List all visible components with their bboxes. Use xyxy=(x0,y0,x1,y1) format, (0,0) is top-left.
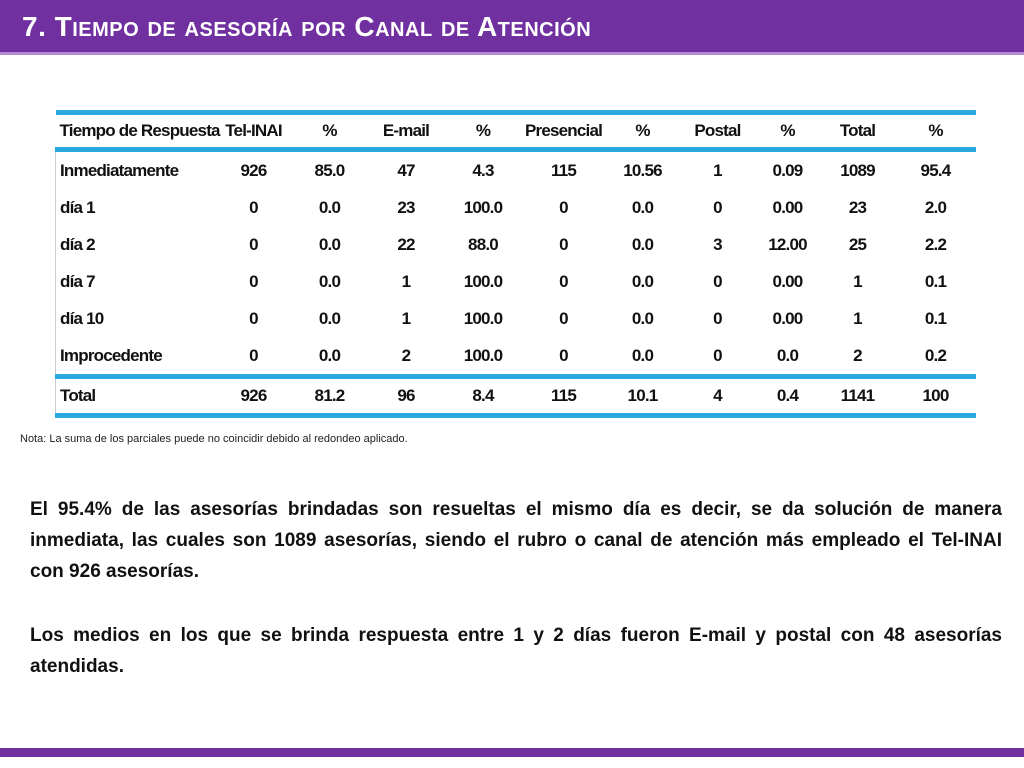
table-cell: 0 xyxy=(559,234,568,254)
header-cell: Postal xyxy=(680,113,756,150)
table-cell: 1 xyxy=(713,160,722,180)
table-row xyxy=(56,189,976,226)
total-cell: 0.4 xyxy=(756,377,820,416)
rounding-note: Nota: La suma de los parciales puede no coincidir debido al redondeo aplicado. xyxy=(20,433,408,445)
response-time-table xyxy=(55,110,976,418)
table-cell: 22 xyxy=(397,234,415,254)
header-cell: E-mail xyxy=(368,113,445,150)
summary-paragraph: El 95.4% de las asesorías brindadas son resueltas el mismo día es decir, se da solución de manera inmediata, las cuales son 1089 asesorías, siendo el rubro o canal de atención más empleado el Tel-INAI con 926 asesorías. xyxy=(30,499,1002,582)
table-cell: 1089 xyxy=(840,160,875,180)
table-cell: Improcedente xyxy=(56,337,216,377)
table-cell: 100.0 xyxy=(463,308,503,328)
header-cell: % xyxy=(896,113,976,150)
table-cell: 0.0 xyxy=(756,337,820,377)
table-cell: 926 xyxy=(240,160,267,180)
table-cell: 0.2 xyxy=(896,337,976,377)
table-row xyxy=(56,337,976,377)
total-cell: 8.4 xyxy=(445,377,522,416)
total-cell: 115 xyxy=(522,377,606,416)
table-cell: 0.0 xyxy=(631,234,654,254)
table-cell: 25 xyxy=(848,234,867,254)
table-cell: 0.0 xyxy=(292,337,368,377)
total-cell: 926 xyxy=(216,377,292,416)
header-cell: Tiempo de Respuesta xyxy=(56,113,216,150)
table-cell: 0.0 xyxy=(318,271,341,291)
table-cell: 0.1 xyxy=(924,308,947,328)
table-cell: 88.0 xyxy=(468,234,498,254)
table-cell: 100.0 xyxy=(463,271,503,291)
total-cell: 10.1 xyxy=(606,377,680,416)
table-cell: 1 xyxy=(853,271,862,291)
table-cell: 2.2 xyxy=(924,234,947,254)
header-cell: % xyxy=(756,113,820,150)
table-cell: 85.0 xyxy=(314,160,345,180)
table-cell: día 7 xyxy=(56,263,216,300)
table-cell: 3 xyxy=(713,234,722,254)
table-cell: 0 xyxy=(522,337,606,377)
header-cell: Total xyxy=(820,113,896,150)
table-cell: 0.0 xyxy=(606,337,680,377)
table-cell: 0.0 xyxy=(631,271,654,291)
table-header-row xyxy=(56,113,976,150)
table-cell: 0.0 xyxy=(318,234,341,254)
total-cell: 100 xyxy=(896,377,976,416)
table-cell: 1 xyxy=(853,308,862,328)
table-cell: 0 xyxy=(216,337,292,377)
table-cell: 0.1 xyxy=(924,271,947,291)
table-cell: 100.0 xyxy=(463,197,503,217)
table-cell: 23 xyxy=(397,197,415,217)
table-cell: 0.00 xyxy=(772,271,803,291)
response-time-table-container xyxy=(55,110,975,418)
table-cell: 0 xyxy=(249,308,258,328)
table-cell: 2 xyxy=(820,337,896,377)
total-cell: Total xyxy=(56,377,216,416)
table-cell: 0 xyxy=(249,271,258,291)
table-cell: 0 xyxy=(559,197,568,217)
table-cell: 0 xyxy=(713,308,722,328)
table-cell: 0.0 xyxy=(318,197,341,217)
table-cell: 0 xyxy=(713,197,722,217)
total-cell: 1141 xyxy=(820,377,896,416)
table-cell: 0.00 xyxy=(772,197,803,217)
table-cell: 0 xyxy=(249,234,258,254)
title-underline xyxy=(0,52,1024,55)
total-cell: 96 xyxy=(368,377,445,416)
header-cell: % xyxy=(292,113,368,150)
table-cell: 0.0 xyxy=(631,308,654,328)
total-cell: 4 xyxy=(680,377,756,416)
table-cell: 0 xyxy=(680,337,756,377)
title-bar xyxy=(0,0,1024,52)
table-cell: 1 xyxy=(401,271,411,291)
table-row xyxy=(56,226,976,263)
table-cell: 0.0 xyxy=(318,308,341,328)
header-cell: Tel-INAI xyxy=(216,113,292,150)
table-row xyxy=(56,263,976,300)
table-cell: 0 xyxy=(713,271,722,291)
table-cell: Inmediatamente xyxy=(56,150,216,190)
table-cell: 10.56 xyxy=(623,160,662,180)
table-row xyxy=(56,300,976,337)
table-cell: 0 xyxy=(559,271,568,291)
table-cell: 47 xyxy=(397,160,415,180)
table-cell: 4.3 xyxy=(472,160,494,180)
table-cell: 0 xyxy=(559,308,568,328)
table-cell: día 1 xyxy=(56,189,216,226)
header-cell: % xyxy=(445,113,522,150)
table-row xyxy=(56,150,976,190)
bottom-bar xyxy=(0,748,1024,757)
table-cell: 0.09 xyxy=(772,160,803,180)
total-cell: 81.2 xyxy=(292,377,368,416)
table-cell: 1 xyxy=(401,308,411,328)
header-cell: % xyxy=(606,113,680,150)
channels-paragraph: Los medios en los que se brinda respuesta entre 1 y 2 días fueron E-mail y postal con 48 asesorías atendidas. xyxy=(30,625,1002,677)
table-cell: 100.0 xyxy=(445,337,522,377)
table-cell: 115 xyxy=(550,160,577,180)
slide-title: 7. Tiempo de asesoría por Canal de Atención xyxy=(22,11,592,42)
table-cell: 0.00 xyxy=(772,308,803,328)
header-cell: Presencial xyxy=(522,113,606,150)
table-cell: día 10 xyxy=(56,300,216,337)
table-cell: 0.0 xyxy=(631,197,654,217)
table-cell: 2 xyxy=(368,337,445,377)
table-total-row xyxy=(56,377,976,416)
table-cell: 12.00 xyxy=(768,234,807,254)
table-cell: día 2 xyxy=(56,226,216,263)
table-cell: 23 xyxy=(848,197,867,217)
table-cell: 95.4 xyxy=(920,160,951,180)
table-cell: 2.0 xyxy=(924,197,947,217)
table-cell: 0 xyxy=(249,197,258,217)
